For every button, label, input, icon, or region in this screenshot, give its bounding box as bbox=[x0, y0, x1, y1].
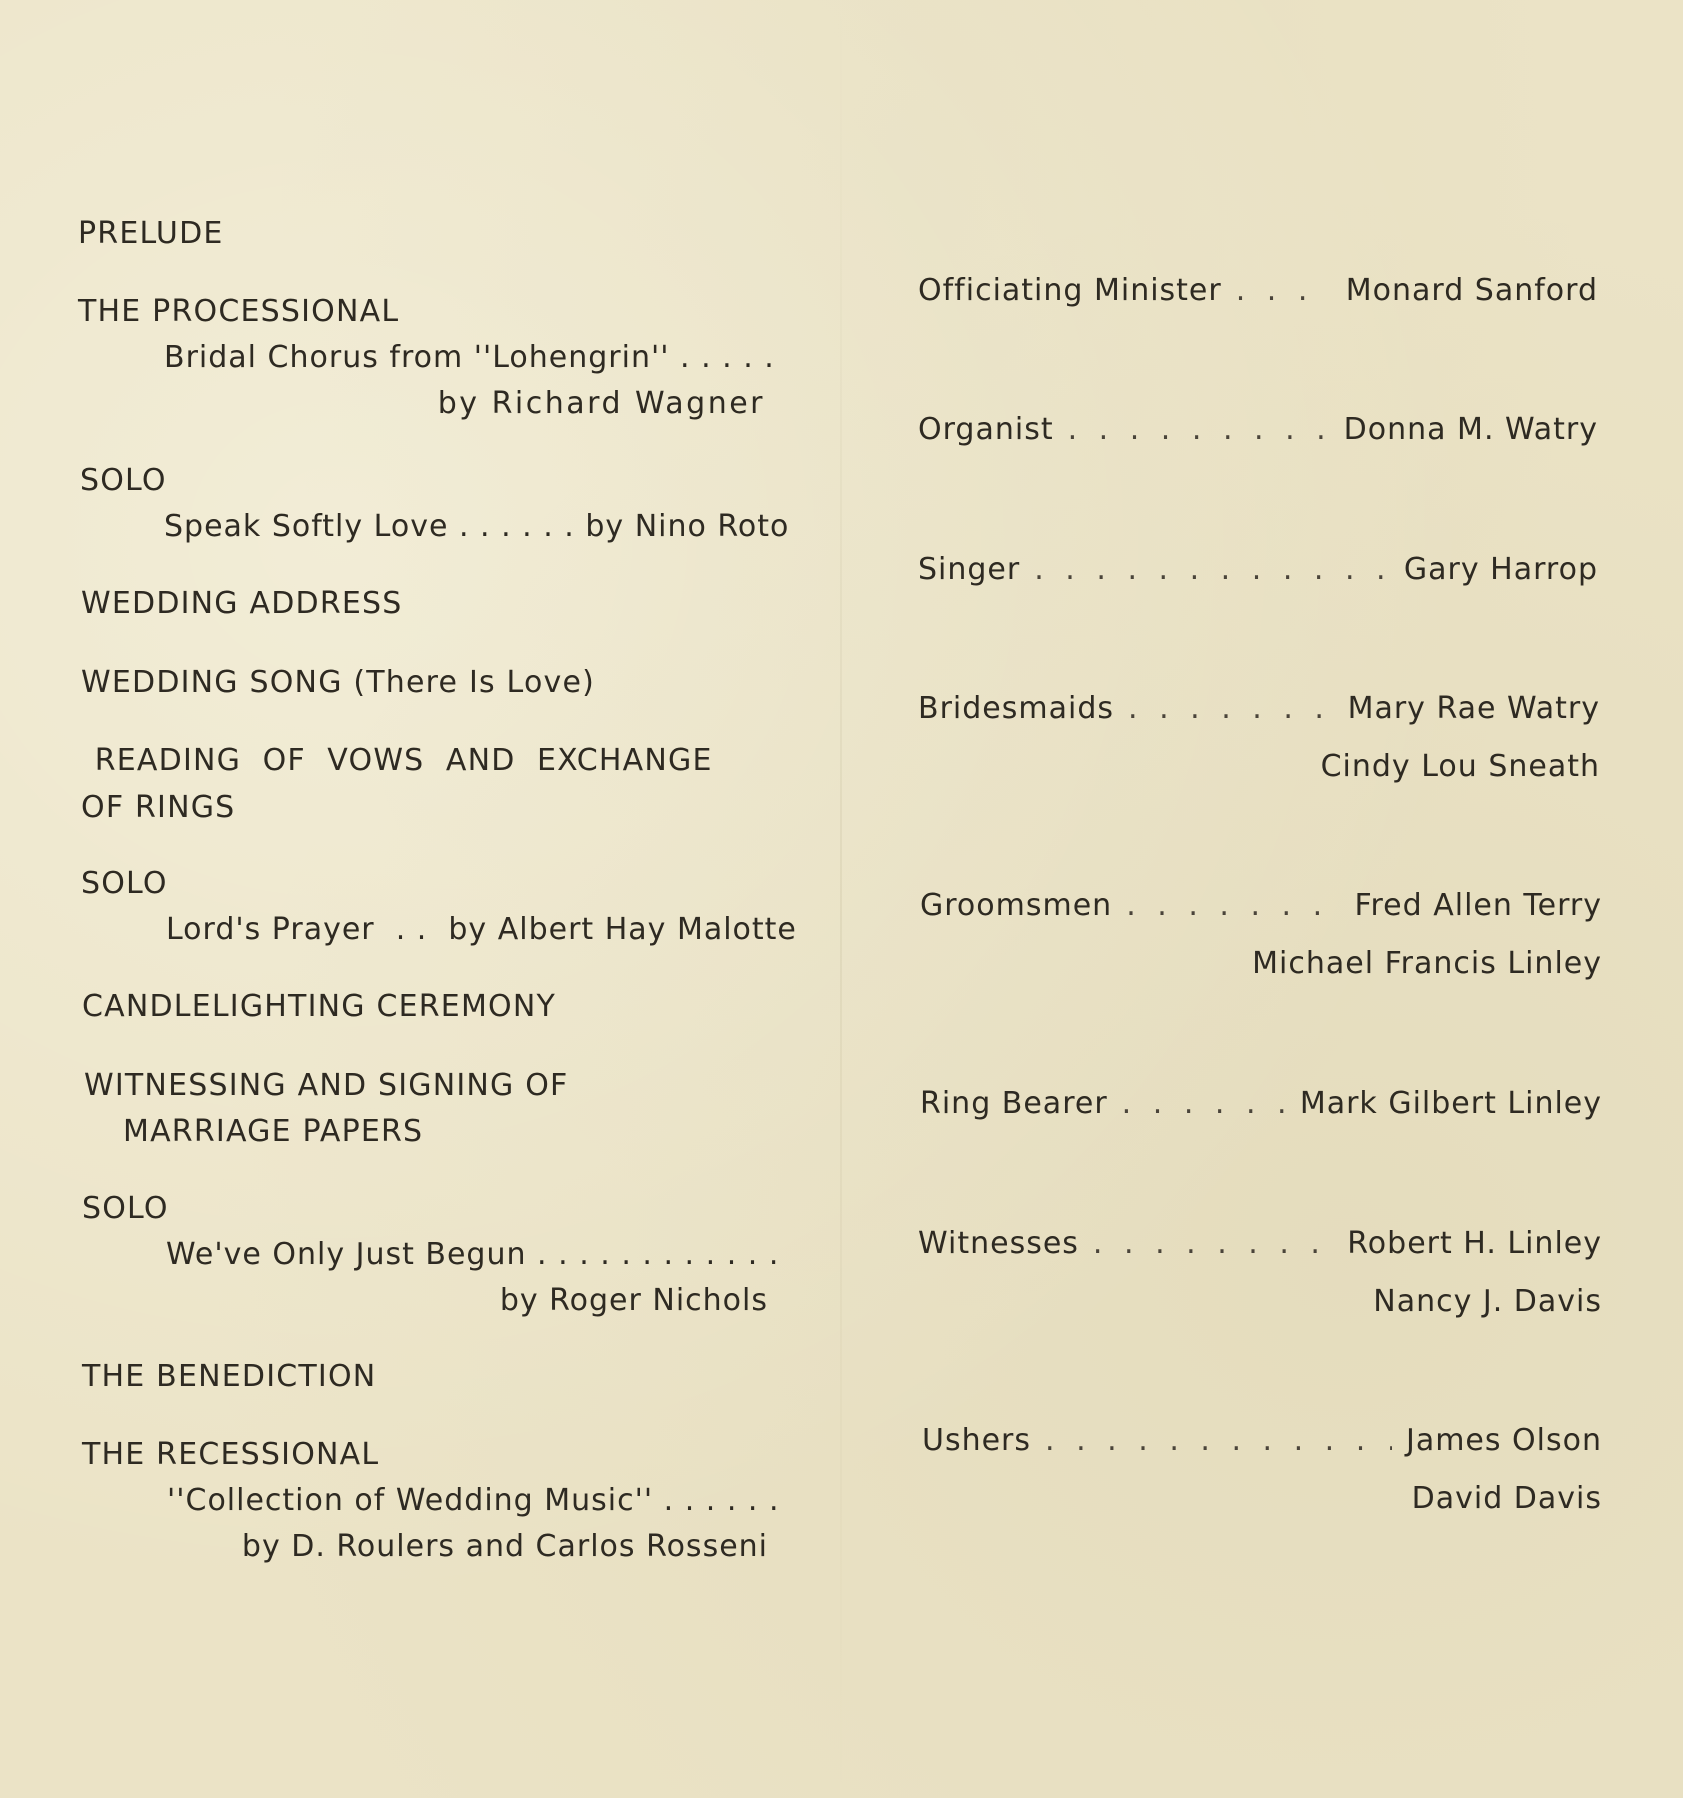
bridesmaids-row bbox=[918, 691, 1600, 726]
singer-label: Singer bbox=[918, 552, 1021, 587]
witnessing-line2: MARRIAGE PAPERS bbox=[123, 1114, 424, 1149]
recessional-heading: THE RECESSIONAL bbox=[82, 1437, 380, 1472]
groomsman-name-2: Michael Francis Linley bbox=[1252, 946, 1602, 981]
vows-heading-line1: READING OF VOWS AND EXCHANGE bbox=[84, 743, 713, 778]
organist-name: Donna M. Watry bbox=[1343, 412, 1598, 447]
solo3-piece: We've Only Just Begun . . . . . . . . . . . . bbox=[166, 1237, 780, 1272]
solo2-heading: SOLO bbox=[81, 866, 168, 901]
singer-row bbox=[918, 552, 1598, 587]
benediction-heading: THE BENEDICTION bbox=[82, 1359, 377, 1394]
processional-piece: Bridal Chorus from ''Lohengrin'' . . . . . bbox=[164, 340, 775, 375]
processional-composer: by Richard Wagner bbox=[437, 386, 765, 421]
center-fold bbox=[840, 0, 842, 1798]
officiating-minister-name: Monard Sanford bbox=[1345, 273, 1598, 308]
groomsmen-label: Groomsmen bbox=[920, 888, 1113, 923]
bridesmaid-name-1: Mary Rae Watry bbox=[1347, 691, 1600, 726]
solo1-heading: SOLO bbox=[80, 463, 167, 498]
ushers-label: Ushers bbox=[922, 1423, 1032, 1458]
solo3-heading: SOLO bbox=[82, 1191, 169, 1226]
ushers-row bbox=[922, 1423, 1602, 1458]
organist-row bbox=[918, 412, 1598, 447]
leader-dots bbox=[1034, 555, 1390, 585]
bridesmaids-label: Bridesmaids bbox=[918, 691, 1114, 726]
recessional-composer: by D. Roulers and Carlos Rosseni bbox=[241, 1529, 768, 1564]
bridesmaid-name-2: Cindy Lou Sneath bbox=[1320, 749, 1600, 784]
wedding-song: WEDDING SONG (There Is Love) bbox=[81, 665, 596, 700]
witness-name-2: Nancy J. Davis bbox=[1373, 1284, 1602, 1319]
usher-name-2: David Davis bbox=[1411, 1481, 1602, 1516]
leader-dots bbox=[1045, 1426, 1392, 1456]
witness-name-1: Robert H. Linley bbox=[1347, 1226, 1602, 1261]
processional-heading: THE PROCESSIONAL bbox=[78, 294, 400, 329]
officiating-minister-label: Officiating Minister bbox=[918, 273, 1222, 308]
groomsmen-row bbox=[920, 888, 1602, 923]
organist-label: Organist bbox=[918, 412, 1054, 447]
solo3-composer: by Roger Nichols bbox=[499, 1283, 768, 1318]
candlelighting-heading: CANDLELIGHTING CEREMONY bbox=[82, 989, 557, 1024]
ring-bearer-name: Mark Gilbert Linley bbox=[1299, 1086, 1602, 1121]
wedding-address: WEDDING ADDRESS bbox=[81, 586, 403, 621]
prelude-heading: PRELUDE bbox=[78, 216, 224, 251]
groomsman-name-1: Fred Allen Terry bbox=[1354, 888, 1602, 923]
witnesses-label: Witnesses bbox=[918, 1226, 1079, 1261]
leader-dots bbox=[1236, 276, 1332, 306]
leader-dots bbox=[1093, 1229, 1333, 1259]
ring-bearer-label: Ring Bearer bbox=[920, 1086, 1108, 1121]
leader-dots bbox=[1128, 694, 1334, 724]
usher-name-1: James Olson bbox=[1405, 1423, 1602, 1458]
witnessing-line1: WITNESSING AND SIGNING OF bbox=[84, 1068, 569, 1103]
vows-heading-line2: OF RINGS bbox=[81, 790, 236, 825]
leader-dots bbox=[1126, 891, 1340, 921]
witnesses-row bbox=[918, 1226, 1602, 1261]
leader-dots bbox=[1122, 1089, 1286, 1119]
recessional-piece: ''Collection of Wedding Music'' . . . . . . bbox=[167, 1483, 780, 1518]
solo2-piece: Lord's Prayer . . by Albert Hay Malotte bbox=[166, 912, 797, 947]
singer-name: Gary Harrop bbox=[1403, 552, 1598, 587]
leader-dots bbox=[1068, 415, 1330, 445]
ring-bearer-row bbox=[920, 1086, 1602, 1121]
solo1-piece: Speak Softly Love . . . . . . by Nino Roto bbox=[164, 509, 790, 544]
officiating-minister-row bbox=[918, 273, 1598, 308]
